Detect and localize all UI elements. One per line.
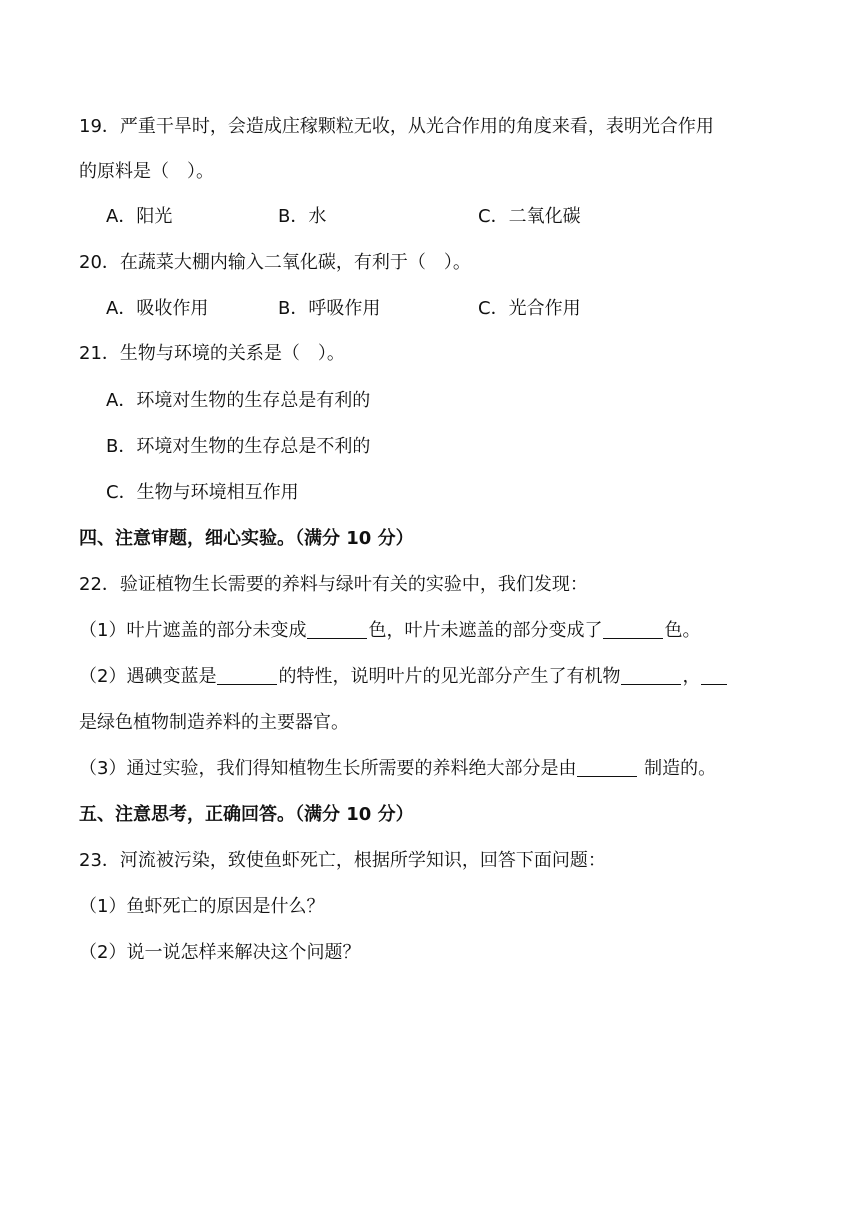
q22-part2-continued: 是绿色植物制造养料的主要器官。 xyxy=(79,712,349,733)
q22-part1-text-b: 色，叶片未遮盖的部分变成了 xyxy=(368,620,603,641)
q21-option-c[interactable]: C．生物与环境相互作用 xyxy=(106,482,299,503)
q23-sub1: （1）鱼虾死亡的原因是什么？ xyxy=(79,896,325,917)
answer-blank[interactable] xyxy=(577,758,637,777)
q23-stem: 23．河流被污染，致使鱼虾死亡，根据所学知识，回答下面问题： xyxy=(79,850,606,871)
q19-option-a[interactable]: A．阳光 xyxy=(106,206,173,227)
q22-part1-text-c: 色。 xyxy=(664,620,701,641)
section-5-title: 五、注意思考，正确回答。（满分 10 分） xyxy=(79,804,414,825)
q21-stem: 21．生物与环境的关系是（ ）。 xyxy=(79,343,345,364)
q22-part3-text-a: （3）通过实验，我们得知植物生长所需要的养料绝大部分是由 xyxy=(79,758,577,779)
q19-option-c[interactable]: C．二氧化碳 xyxy=(478,206,581,227)
q22-part1 xyxy=(79,619,800,643)
section-4-title: 四、注意审题，细心实验。（满分 10 分） xyxy=(79,528,414,549)
q23-sub2: （2）说一说怎样来解决这个问题？ xyxy=(79,942,361,963)
q20-option-b[interactable]: B．呼吸作用 xyxy=(278,298,381,319)
q22-part2 xyxy=(79,665,800,689)
q19-option-b[interactable]: B．水 xyxy=(278,206,327,227)
q19-stem-line1: 19．严重干旱时，会造成庄稼颗粒无收，从光合作用的角度来看，表明光合作用 xyxy=(79,116,714,137)
q22-stem: 22．验证植物生长需要的养料与绿叶有关的实验中，我们发现： xyxy=(79,574,588,595)
q22-part3-text-b: 制造的。 xyxy=(638,758,717,779)
q22-part2-text-b: 的特性，说明叶片的见光部分产生了有机物 xyxy=(278,666,621,687)
q22-part1-text-a: （1）叶片遮盖的部分未变成 xyxy=(79,620,307,641)
q22-part2-text-c: ， xyxy=(682,666,701,687)
q20-option-c[interactable]: C．光合作用 xyxy=(478,298,581,319)
q22-part2-text-a: （2）遇碘变蓝是 xyxy=(79,666,217,687)
q21-option-b[interactable]: B．环境对生物的生存总是不利的 xyxy=(106,436,371,457)
answer-blank[interactable] xyxy=(307,620,367,639)
q20-option-a[interactable]: A．吸收作用 xyxy=(106,298,209,319)
answer-blank[interactable] xyxy=(701,666,727,685)
q20-stem: 20．在蔬菜大棚内输入二氧化碳，有利于（ ）。 xyxy=(79,252,471,273)
q19-stem-line2: 的原料是（ ）。 xyxy=(79,161,214,182)
answer-blank[interactable] xyxy=(603,620,663,639)
answer-blank[interactable] xyxy=(621,666,681,685)
q21-option-a[interactable]: A．环境对生物的生存总是有利的 xyxy=(106,390,371,411)
q22-part3 xyxy=(79,757,800,781)
answer-blank[interactable] xyxy=(217,666,277,685)
